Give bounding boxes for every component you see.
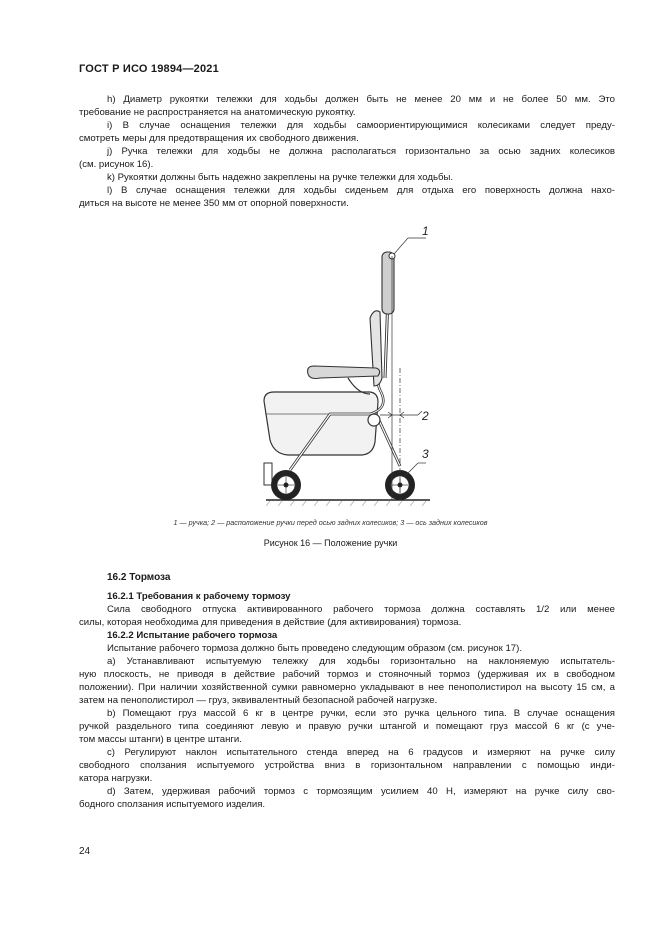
step-d-line2: бодного сползания испытуемого изделия. [79, 799, 266, 810]
figure-legend: 1 — ручка; 2 — расположение ручки перед осью задних колесиков; 3 — ось задних колесиков [173, 518, 488, 527]
figure-caption: Рисунок 16 — Положение ручки [263, 538, 398, 548]
step-b-line1: b) Помещают груз массой 6 кг в центре ручки, если это ручка цельного типа. В случае оснащения [107, 708, 615, 719]
step-b-line3: том массы штанги) в центре штанги. [79, 734, 242, 745]
item-i-line1: i) В случае оснащения тележки для ходьбы самоориентирующимися колесиками следует преду- [107, 120, 615, 131]
item-j-line2: (см. рисунок 16). [79, 159, 154, 170]
step-d-line1: d) Затем, удерживая рабочий тормоз с тормозящим усилием 40 Н, измеряют на ручке силу сво- [107, 786, 615, 797]
callout-3: 3 [422, 447, 429, 461]
document-header: ГОСТ Р ИСО 19894—2021 [79, 63, 219, 75]
step-a-line2: ную плоскость, не приводя в действие рабочий тормоз и стояночный тормоз (удерживая их в свободном [79, 669, 615, 680]
item-h-line2: требование не распространяется на анатомическую рукоятку. [79, 107, 356, 118]
frame-joint [368, 414, 380, 426]
front-wheel [271, 470, 301, 500]
callout-1: 1 [422, 224, 429, 238]
ground-hatch [266, 501, 426, 506]
armrest [308, 366, 380, 379]
item-k-line1: k) Рукоятки должны быть надежно закреплены на ручке тележки для ходьбы. [107, 172, 454, 183]
basket [264, 392, 378, 455]
step-c-line2: свободного сползания испытуемого устройства вниз в горизонтальном направлении с помощью инди- [79, 760, 615, 771]
step-a-line3: положении). При наличии хозяйственной сумки равномерно укладывают в нее пенополистирол на высоту 15 см, а затем на пенополистирол — груз, эквивалентный безопасной рабочей нагрузке. [79, 682, 615, 706]
step-a-line1: a) Устанавливают испытуемую тележку для ходьбы горизонтально на наклоняемую испытатель- [107, 656, 615, 667]
step-b-line2: ручкой раздельного типа соединяют левую и правую ручки штангой и помещают груз массой 6 кг (с уче- [79, 721, 615, 732]
walker-figure [230, 218, 480, 508]
req-line2: силы, которая необходима для приведения в действие (для активирования) тормоза. [79, 617, 462, 628]
step-c-line1: c) Регулируют наклон испытательного стенда вперед на 6 градусов и измеряют на ручке силу [107, 747, 615, 758]
item-i-line2: смотреть меры для предотвращения их свободного движения. [79, 133, 359, 144]
page-number: 24 [79, 846, 91, 857]
section-16-2-1-heading: 16.2.1 Требования к рабочему тормозу [107, 591, 291, 602]
callout-2: 2 [422, 409, 429, 423]
test-intro: Испытание рабочего тормоза должно быть проведено следующим образом (см. рисунок 17). [107, 643, 522, 654]
item-h-line1: h) Диаметр рукоятки тележки для ходьбы должен быть не менее 20 мм и не более 50 мм. Это [107, 94, 615, 105]
req-line1: Сила свободного отпуска активированного рабочего тормоза должна составлять 1/2 или менее [107, 604, 615, 615]
section-16-2-2-heading: 16.2.2 Испытание рабочего тормоза [107, 630, 278, 641]
item-l-line1: l) В случае оснащения тележки для ходьбы сиденьем для отдыха его поверхность должна нахо- [107, 185, 615, 196]
step-c-line3: катора нагрузки. [79, 773, 153, 784]
item-l-line2: диться на высоте не менее 350 мм от опорной поверхности. [79, 198, 349, 209]
item-j-line1: j) Ручка тележки для ходьбы не должна располагаться горизонтально за осью задних колесиков [107, 146, 615, 157]
section-16-2-heading: 16.2 Тормоза [107, 572, 171, 583]
